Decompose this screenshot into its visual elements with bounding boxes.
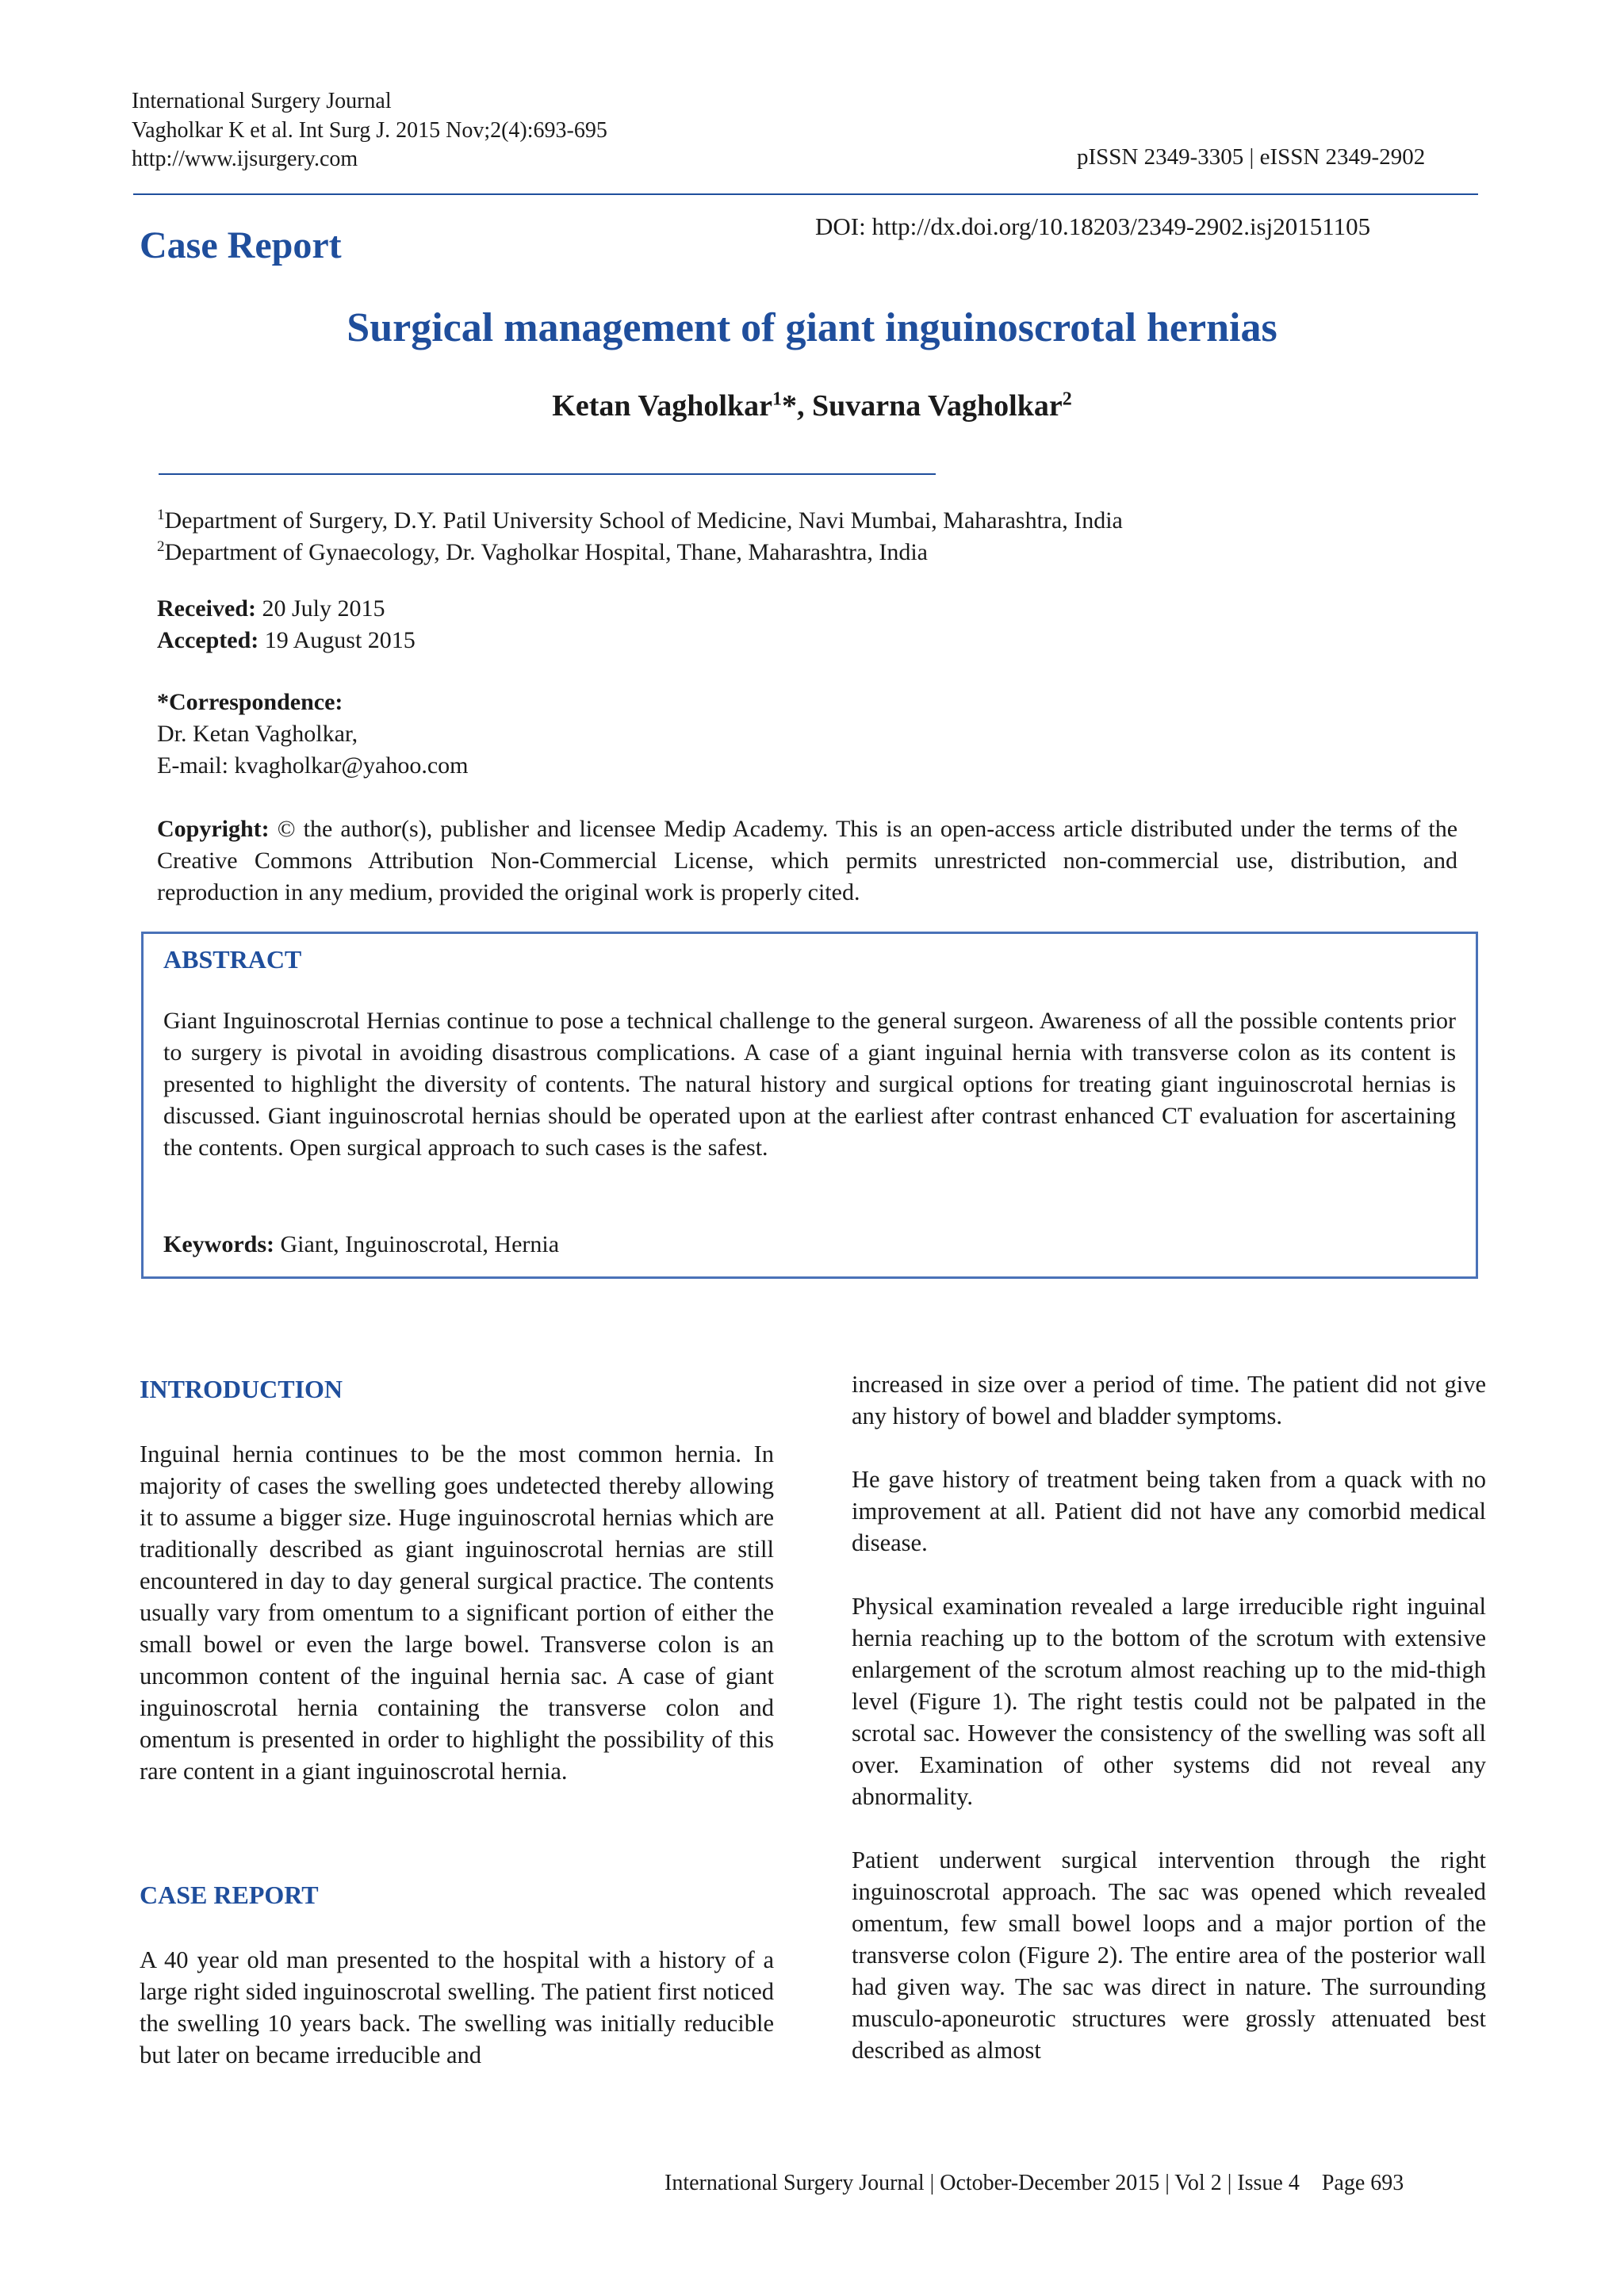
- affiliation-text: Department of Gynaecology, Dr. Vagholkar Hospital, Thane, Maharashtra, India: [164, 539, 928, 565]
- case-report-text: A 40 year old man presented to the hospital with a history of a large right sided inguinoscrotal swelling. The patient first noticed the swelling 10 years back. The swelling was initially reducible but later on became irreducible and: [140, 1946, 774, 2068]
- affiliation-text: Department of Surgery, D.Y. Patil University School of Medicine, Navi Mumbai, Maharashtra, India: [164, 507, 1123, 534]
- article-type: Case Report: [140, 224, 342, 266]
- affiliation-number: 1: [157, 507, 165, 523]
- accepted-label: Accepted:: [157, 627, 259, 653]
- header-rule: [133, 193, 1478, 195]
- citation: Vagholkar K et al. Int Surg J. 2015 Nov;2(4):693-695: [132, 118, 607, 143]
- accepted-date: [157, 625, 416, 656]
- paragraph: Physical examination revealed a large irreducible right inguinal hernia reaching up to the bottom of the scrotum with extensive enlargement of the scrotum almost reaching up to the mid-thigh level (Figure 1). The right testis could not be palpated in the scrotal sac. However the consistency of the swelling was soft all over. Examination of other systems did not reveal any abnormality.: [852, 1593, 1486, 1810]
- received-date: [157, 593, 385, 625]
- article-title: Surgical management of giant inguinoscrotal hernias: [347, 305, 1277, 350]
- affiliation-rule: [159, 473, 936, 475]
- received-label: Received:: [157, 595, 256, 622]
- correspondence-label: *Correspondence:: [157, 689, 343, 715]
- copyright-label: Copyright:: [157, 816, 270, 842]
- author-sup: 1: [772, 388, 782, 410]
- doi-link[interactable]: DOI: http://dx.doi.org/10.18203/2349-2902.isj20151105: [815, 212, 1371, 240]
- keywords-value: Giant, Inguinoscrotal, Hernia: [280, 1231, 560, 1257]
- copyright-notice: [157, 813, 1457, 909]
- abstract-heading: ABSTRACT: [163, 945, 302, 974]
- journal-name: International Surgery Journal: [132, 89, 392, 113]
- accepted-value: 19 August 2015: [264, 627, 416, 653]
- received-value: 20 July 2015: [262, 595, 385, 622]
- correspondence-name: Dr. Ketan Vagholkar,: [157, 721, 358, 747]
- correspondence-email[interactable]: E-mail: kvagholkar@yahoo.com: [157, 752, 469, 779]
- right-column: [852, 1368, 1486, 2098]
- author-name: Ketan Vagholkar: [552, 389, 772, 423]
- journal-url[interactable]: http://www.ijsurgery.com: [132, 147, 358, 171]
- issn: pISSN 2349-3305 | eISSN 2349-2902: [1077, 144, 1426, 170]
- copyright-text: © the author(s), publisher and licensee Medip Academy. This is an open-access article distributed under the terms of the Creative Commons Attribution Non-Commercial License, which permits unrestricted non-commercial use, distribution, and reproduction in any medium, provided the original work is properly cited.: [157, 816, 1458, 905]
- author-sup: 2: [1062, 388, 1072, 410]
- introduction-text: Inguinal hernia continues to be the most common hernia. In majority of cases the swelling goes undetected thereby allowing it to assume a bigger size. Huge inguinoscrotal hernias which are traditionally described as giant inguinoscrotal hernias are still encountered in day to day general surgical practice. The contents usually vary from omentum to a significant portion of either the small bowel or even the large bowel. Transverse colon is an uncommon content of the inguinal hernia sac. A case of giant inguinoscrotal hernia containing the transverse colon and omentum is presented in order to highlight the possibility of this rare content in a giant inguinoscrotal hernia.: [140, 1441, 774, 1785]
- author-list: [0, 388, 1624, 423]
- affiliation-number: 2: [157, 538, 165, 555]
- paragraph: increased in size over a period of time. The patient did not give any history of bowel and bladder symptoms.: [852, 1371, 1486, 1429]
- paragraph: Patient underwent surgical intervention through the right inguinoscrotal approach. The sac was opened which revealed omentum, few small bowel loops and a major portion of the transverse colon (Figure 2). The entire area of the posterior wall had given way. The sac was direct in nature. The surrounding musculo-aponeurotic structures were grossly attenuated best described as almost: [852, 1846, 1486, 2064]
- keywords-label: Keywords:: [163, 1231, 274, 1257]
- paragraph: He gave history of treatment being taken from a quack with no improvement at all. Patient did not have any comorbid medical disease.: [852, 1466, 1486, 1556]
- author-name: Suvarna Vagholkar: [811, 389, 1063, 423]
- case-report-heading: CASE REPORT: [140, 1881, 319, 1909]
- affiliation-2: [157, 531, 928, 568]
- author-suffix: *,: [781, 389, 805, 423]
- introduction-heading: INTRODUCTION: [140, 1375, 343, 1403]
- page-footer: International Surgery Journal | October-December 2015 | Vol 2 | Issue 4 Page 693: [665, 2171, 1404, 2195]
- abstract-text: Giant Inguinoscrotal Hernias continue to pose a technical challenge to the general surgeon. Awareness of all the possible contents prior to surgery is pivotal in avoiding disastrous complications. A case of a giant inguinal hernia with transverse colon as its content is presented to highlight the diversity of contents. The natural history and surgical options for treating giant inguinoscrotal hernias is discussed. Giant inguinoscrotal hernias should be operated upon at the earliest after contrast enhanced CT evaluation for ascertaining the contents. Open surgical approach to such cases is the safest.: [163, 1008, 1456, 1161]
- keywords: [163, 1229, 559, 1261]
